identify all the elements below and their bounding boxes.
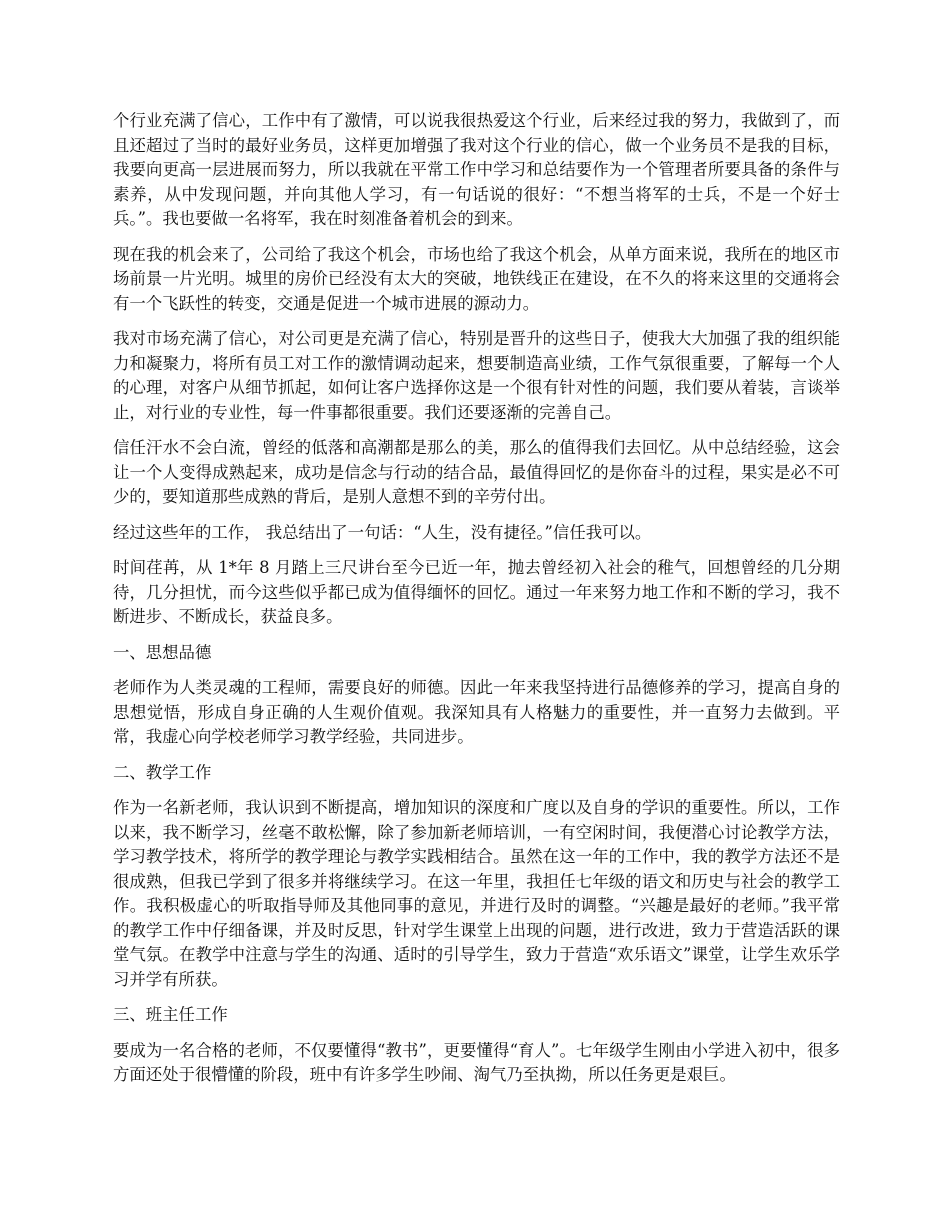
paragraph-opportunity: 现在我的机会来了，公司给了我这个机会，市场也给了我这个机会，从单方面来说，我所在的地区市场前景一片光明。城里的房价已经没有太大的突破，地铁线正在建设，在不久的将来这里的交通将会有一个飞跃性的转变，交通是促进一个城市进展的源动力。 <box>113 244 840 313</box>
section-heading-ideology-morality: 一、思想品德 <box>113 642 212 662</box>
section-heading-teaching-work: 二、教学工作 <box>113 762 212 782</box>
paragraph-career-confidence: 个行业充满了信心，工作中有了激情，可以说我很热爱这个行业，后来经过我的努力，我做到了，而且还超过了当时的最好业务员，这样更加增强了我对这个行业的信心，做一个业务员不是我的目标，我要向更高一层进展而努力，所以我就在平常工作中学习和总结要作为一个管理者所要具备的条件与素养，从中发现问题，并向其他人学习，有一句话说的很好：“不想当将军的士兵，不是一个好士兵。”。我也要做一名将军，我在时刻准备着机会的到来。 <box>113 111 840 228</box>
section-heading-class-teacher-work: 三、班主任工作 <box>113 1005 228 1024</box>
document-page <box>113 109 840 1099</box>
paragraph-teaching-details: 作为一名新老师，我认识到不断提高，增加知识的深度和广度以及自身的学识的重要性。所以，工作以来，我不断学习，丝毫不敢松懈，除了参加新老师培训，一有空闲时间，我便潜心讨论教学方法，学习教学技术，将所学的教学理论与教学实践相结合。虽然在这一年的工作中，我的教学方法还不是很成熟，但我已学到了很多并将继续学习。在这一年里，我担任七年级的语文和历史与社会的教学工作。我积极虚心的听取指导师及其他同事的意见，并进行及时的调整。“兴趣是最好的老师。”我平常的教学工作中仔细备课，并及时反思，针对学生课堂上出现的问题，进行改进，致力于营造活跃的课堂气氛。在教学中注意与学生的沟通、适时的引导学生，致力于营造“欢乐语文”课堂，让学生欢乐学习并学有所获。 <box>113 798 840 989</box>
paragraph-one-year-review: 时间荏苒，从 1*年 8 月踏上三尺讲台至今已近一年，抛去曾经初入社会的稚气，回想曾经的几分期待，几分担忧，而今这些似乎都已成为值得缅怀的回忆。通过一年来努力地工作和不断的学习，我不断进步、不断成长，获益良多。 <box>113 558 840 626</box>
paragraph-market-confidence: 我对市场充满了信心，对公司更是充满了信心，特别是晋升的这些日子，使我大大加强了我的组织能力和凝聚力，将所有员工对工作的激情调动起来，想要制造高业绩，工作气氛很重要，了解每一个人的心理，对客户从细节抓起，如何让客户选择你这是一个很有针对性的问题，我们要从着装，言谈举止，对行业的专业性，每一件事都很重要。我们还要逐渐的完善自己。 <box>113 329 840 422</box>
paragraph-teacher-ethics: 老师作为人类灵魂的工程师，需要良好的师德。因此一年来我坚持进行品德修养的学习，提高自身的思想觉悟，形成自身正确的人生观价值观。我深知具有人格魅力的重要性，并一直努力去做到。平常，我虚心向学校老师学习教学经验，共同进步。 <box>113 678 840 746</box>
paragraph-class-teacher: 要成为一名合格的老师，不仅要懂得“教书”，更要懂得“育人”。七年级学生刚由小学进入初中，很多方面还处于很懵懂的阶段，班中有许多学生吵闹、淘气乃至执拗，所以任务更是艰巨。 <box>113 1040 840 1084</box>
paragraph-sweat-reward: 信任汗水不会白流，曾经的低落和高潮都是那么的美，那么的值得我们去回忆。从中总结经验，这会让一个人变得成熟起来，成功是信念与行动的结合品，最值得回忆的是你奋斗的过程，果实是必不可少的，要知道那些成熟的背后，是别人意想不到的辛劳付出。 <box>113 438 840 506</box>
paragraph-no-shortcut: 经过这些年的工作， 我总结出了一句话：“人生，没有捷径。”信任我可以。 <box>113 522 652 542</box>
